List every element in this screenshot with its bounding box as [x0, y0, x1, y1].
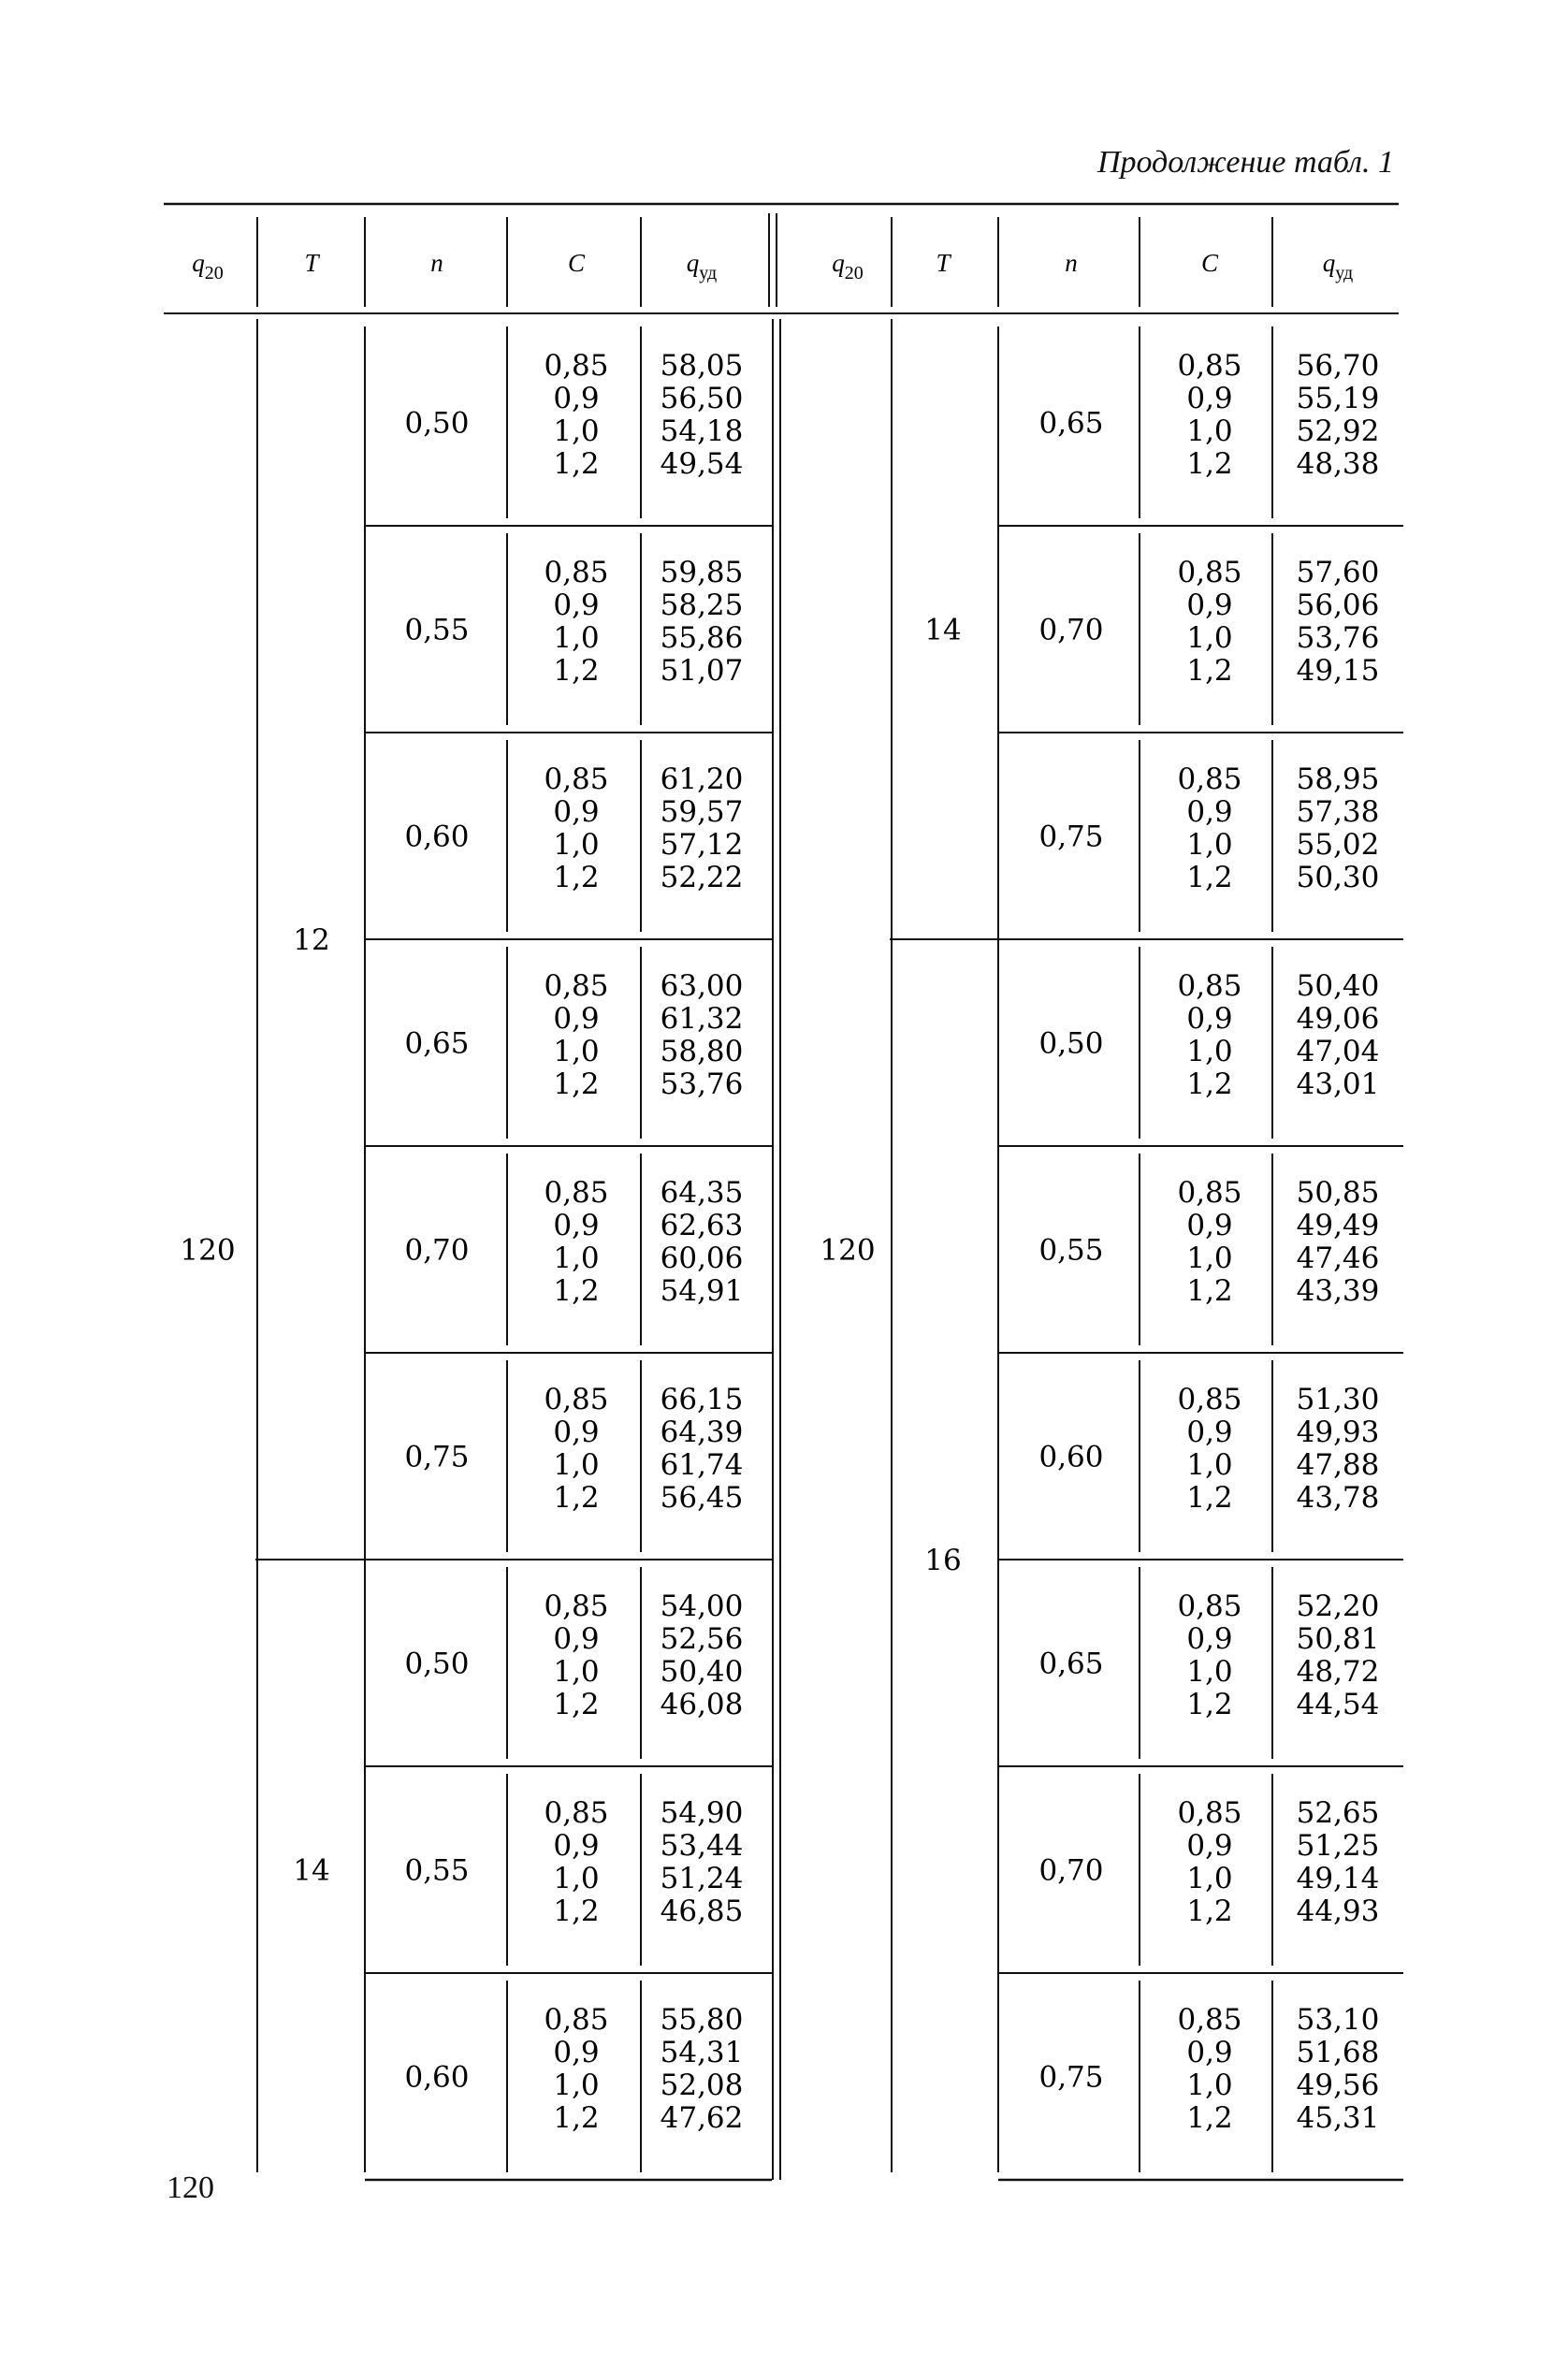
q-ud-value: 45,31	[1296, 2101, 1380, 2135]
q-ud-value: 66,15	[660, 1383, 744, 1416]
c-value: 0,9	[1186, 795, 1233, 829]
c-value: 0,85	[1177, 349, 1242, 383]
c-value: 0,85	[544, 762, 609, 796]
c-value: 0,85	[1177, 1176, 1242, 1210]
c-value: 0,85	[544, 1383, 609, 1416]
header-q-ud: $q_{уд}$	[1322, 249, 1354, 283]
q-ud-value: 50,81	[1296, 1622, 1380, 1656]
q-ud-value: 43,39	[1296, 1274, 1380, 1308]
c-value: 1,2	[1186, 447, 1233, 481]
c-value: 1,2	[1186, 1067, 1233, 1101]
c-value: 1,2	[553, 1894, 600, 1928]
n-value: 0,75	[404, 1440, 470, 1474]
q-ud-value: 49,93	[1296, 1415, 1380, 1449]
q-ud-value: 49,49	[1296, 1209, 1380, 1242]
q-ud-value: 59,57	[660, 795, 744, 829]
q-ud-value: 53,76	[1296, 621, 1380, 655]
q-ud-value: 52,56	[660, 1622, 744, 1656]
n-value: 0,70	[1038, 613, 1104, 647]
n-value: 0,65	[1038, 1647, 1104, 1681]
q-ud-value: 48,38	[1296, 447, 1380, 481]
c-value: 1,0	[1186, 828, 1233, 862]
n-value: 0,60	[404, 820, 470, 854]
c-value: 0,85	[1177, 556, 1242, 589]
c-value: 0,9	[1186, 2036, 1233, 2069]
c-value: 0,9	[553, 1622, 600, 1656]
n-value: 0,70	[1038, 1853, 1104, 1888]
q-ud-value: 50,85	[1296, 1176, 1380, 1210]
q-ud-value: 49,15	[1296, 654, 1380, 688]
c-value: 1,2	[1186, 861, 1233, 894]
c-value: 1,2	[1186, 1481, 1233, 1515]
c-value: 0,9	[1186, 588, 1233, 622]
c-value: 0,9	[1186, 1002, 1233, 1036]
q-ud-value: 51,25	[1296, 1829, 1380, 1863]
c-value: 1,0	[1186, 621, 1233, 655]
c-value: 0,9	[553, 1209, 600, 1242]
q-ud-value: 50,40	[1296, 969, 1380, 1003]
q-ud-value: 54,90	[660, 1796, 744, 1830]
header-T: T	[936, 249, 951, 277]
q-ud-value: 58,25	[660, 588, 744, 622]
c-value: 1,0	[553, 414, 600, 448]
q-ud-value: 56,50	[660, 382, 744, 415]
c-value: 0,9	[553, 1829, 600, 1863]
T-value: 16	[924, 1544, 962, 1577]
c-value: 1,2	[1186, 1894, 1233, 1928]
q-ud-value: 52,20	[1296, 1589, 1380, 1623]
q-ud-value: 49,54	[660, 447, 744, 481]
q-ud-value: 58,05	[660, 349, 744, 383]
q-ud-value: 60,06	[660, 1241, 744, 1275]
q-ud-value: 51,24	[660, 1862, 744, 1895]
q-ud-value: 64,39	[660, 1415, 744, 1449]
q-ud-value: 52,65	[1296, 1796, 1380, 1830]
c-value: 0,85	[544, 556, 609, 589]
q-ud-value: 64,35	[660, 1176, 744, 1210]
c-value: 1,0	[1186, 1241, 1233, 1275]
c-value: 1,0	[553, 1655, 600, 1689]
n-value: 0,65	[1038, 406, 1104, 441]
q-ud-value: 44,54	[1296, 1688, 1380, 1721]
c-value: 1,0	[1186, 414, 1233, 448]
q-ud-value: 49,14	[1296, 1862, 1380, 1895]
q-ud-value: 61,74	[660, 1448, 744, 1482]
c-value: 0,85	[544, 2003, 609, 2037]
q-ud-value: 57,60	[1296, 556, 1380, 589]
n-value: 0,75	[1038, 820, 1104, 854]
q-ud-value: 59,85	[660, 556, 744, 589]
c-value: 0,85	[544, 1589, 609, 1623]
c-value: 0,85	[1177, 1383, 1242, 1416]
q-ud-value: 58,95	[1296, 762, 1380, 796]
n-value: 0,50	[404, 406, 470, 441]
c-value: 0,85	[1177, 1589, 1242, 1623]
c-value: 1,0	[1186, 1655, 1233, 1689]
c-value: 0,9	[553, 795, 600, 829]
T-value: 12	[293, 923, 330, 957]
c-value: 1,0	[1186, 1035, 1233, 1068]
q-ud-value: 50,30	[1296, 861, 1380, 894]
c-value: 1,2	[1186, 1688, 1233, 1721]
c-value: 1,2	[553, 2101, 600, 2135]
q-ud-value: 56,45	[660, 1481, 744, 1515]
c-value: 0,9	[553, 1415, 600, 1449]
c-value: 0,85	[1177, 969, 1242, 1003]
T-value: 14	[924, 613, 962, 647]
q-ud-value: 52,08	[660, 2068, 744, 2102]
T-value: 14	[293, 1853, 330, 1888]
n-value: 0,55	[404, 1853, 470, 1888]
header-q-ud: $q_{уд}$	[686, 249, 718, 283]
c-value: 1,2	[553, 1481, 600, 1515]
c-value: 1,2	[553, 1274, 600, 1308]
c-value: 1,2	[1186, 2101, 1233, 2135]
q-ud-value: 63,00	[660, 969, 744, 1003]
c-value: 0,9	[1186, 1209, 1233, 1242]
n-value: 0,60	[404, 2060, 470, 2095]
q20-value: 120	[820, 1233, 876, 1268]
table-continuation-caption: Продолжение табл. 1	[1096, 145, 1394, 180]
q-ud-value: 56,70	[1296, 349, 1380, 383]
q-ud-value: 55,80	[660, 2003, 744, 2037]
q-ud-value: 54,31	[660, 2036, 744, 2069]
c-value: 0,9	[1186, 1415, 1233, 1449]
c-value: 1,2	[1186, 1274, 1233, 1308]
q-ud-value: 47,88	[1296, 1448, 1380, 1482]
q-ud-value: 47,04	[1296, 1035, 1380, 1068]
q-ud-value: 49,56	[1296, 2068, 1380, 2102]
q-ud-value: 53,10	[1296, 2003, 1380, 2037]
n-value: 0,50	[404, 1647, 470, 1681]
n-value: 0,55	[1038, 1233, 1104, 1268]
c-value: 0,9	[553, 588, 600, 622]
c-value: 1,0	[553, 828, 600, 862]
q-ud-value: 52,92	[1296, 414, 1380, 448]
c-value: 0,9	[553, 382, 600, 415]
c-value: 1,2	[553, 861, 600, 894]
q-ud-value: 48,72	[1296, 1655, 1380, 1689]
c-value: 1,2	[1186, 654, 1233, 688]
header-q20: $q_{20}$	[192, 249, 224, 283]
q-ud-value: 54,91	[660, 1274, 744, 1308]
c-value: 0,85	[544, 969, 609, 1003]
c-value: 0,9	[553, 2036, 600, 2069]
c-value: 1,2	[553, 447, 600, 481]
n-value: 0,50	[1038, 1026, 1104, 1061]
n-value: 0,65	[404, 1026, 470, 1061]
c-value: 1,2	[553, 654, 600, 688]
q-ud-value: 61,20	[660, 762, 744, 796]
c-value: 0,9	[1186, 1829, 1233, 1863]
c-value: 0,85	[544, 1176, 609, 1210]
c-value: 0,85	[1177, 2003, 1242, 2037]
q-ud-value: 55,02	[1296, 828, 1380, 862]
q-ud-value: 51,68	[1296, 2036, 1380, 2069]
q-ud-value: 58,80	[660, 1035, 744, 1068]
q-ud-value: 51,07	[660, 654, 744, 688]
header-n: n	[1065, 249, 1078, 277]
c-value: 1,0	[1186, 2068, 1233, 2102]
q20-value: 120	[180, 1233, 236, 1268]
q-ud-value: 54,00	[660, 1589, 744, 1623]
q-ud-value: 62,63	[660, 1209, 744, 1242]
q-ud-value: 54,18	[660, 414, 744, 448]
q-ud-value: 52,22	[660, 861, 744, 894]
q-ud-value: 43,78	[1296, 1481, 1380, 1515]
q-ud-value: 49,06	[1296, 1002, 1380, 1036]
header-q20: $q_{20}$	[832, 249, 864, 283]
c-value: 1,0	[553, 2068, 600, 2102]
c-value: 1,0	[553, 1448, 600, 1482]
c-value: 0,85	[544, 349, 609, 383]
q-ud-value: 51,30	[1296, 1383, 1380, 1416]
n-value: 0,55	[404, 613, 470, 647]
q-ud-value: 46,08	[660, 1688, 744, 1721]
q-ud-value: 57,38	[1296, 795, 1380, 829]
header-T: T	[304, 249, 319, 277]
q-ud-value: 56,06	[1296, 588, 1380, 622]
n-value: 0,60	[1038, 1440, 1104, 1474]
q-ud-value: 43,01	[1296, 1067, 1380, 1101]
q-ud-value: 53,44	[660, 1829, 744, 1863]
c-value: 1,0	[553, 1241, 600, 1275]
q-ud-value: 53,76	[660, 1067, 744, 1101]
q-ud-value: 55,19	[1296, 382, 1380, 415]
q-ud-value: 46,85	[660, 1894, 744, 1928]
c-value: 0,85	[544, 1796, 609, 1830]
c-value: 0,9	[1186, 382, 1233, 415]
c-value: 0,85	[1177, 1796, 1242, 1830]
q-ud-value: 61,32	[660, 1002, 744, 1036]
q-ud-value: 50,40	[660, 1655, 744, 1689]
header-C: C	[567, 249, 586, 277]
c-value: 0,85	[1177, 762, 1242, 796]
n-value: 0,70	[404, 1233, 470, 1268]
page-number: 120	[167, 2170, 214, 2205]
q-ud-value: 47,62	[660, 2101, 744, 2135]
c-value: 0,9	[1186, 1622, 1233, 1656]
c-value: 1,2	[553, 1067, 600, 1101]
header-n: n	[430, 249, 443, 277]
c-value: 1,0	[1186, 1862, 1233, 1895]
c-value: 1,0	[553, 1035, 600, 1068]
c-value: 1,0	[553, 1862, 600, 1895]
c-value: 0,9	[553, 1002, 600, 1036]
q-ud-value: 55,86	[660, 621, 744, 655]
q-ud-value: 44,93	[1296, 1894, 1380, 1928]
q-ud-value: 57,12	[660, 828, 744, 862]
n-value: 0,75	[1038, 2060, 1104, 2095]
header-C: C	[1200, 249, 1219, 277]
q-ud-value: 47,46	[1296, 1241, 1380, 1275]
c-value: 1,2	[553, 1688, 600, 1721]
c-value: 1,0	[553, 621, 600, 655]
c-value: 1,0	[1186, 1448, 1233, 1482]
